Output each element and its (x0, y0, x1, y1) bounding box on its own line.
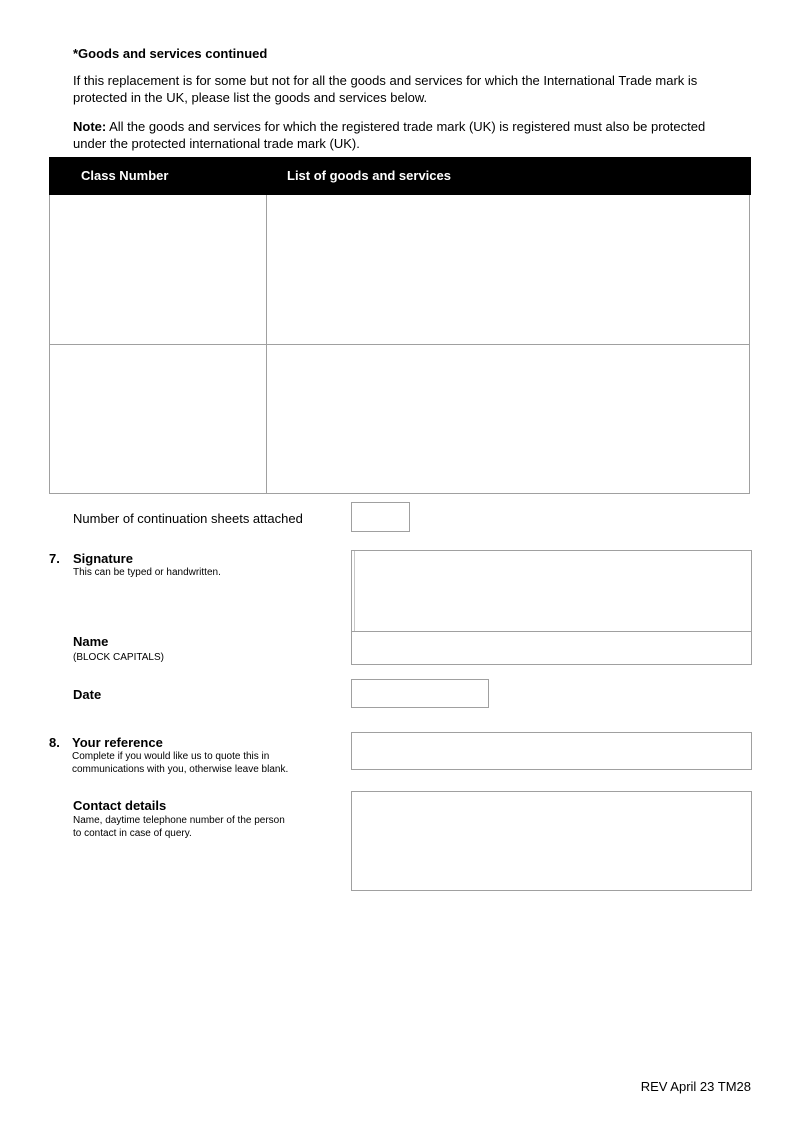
section-8-number: 8. (49, 735, 60, 750)
goods-services-table (49, 157, 750, 494)
reference-hint-line-1: Complete if you would like us to quote this in (72, 751, 270, 762)
section-7-number: 7. (49, 551, 60, 566)
goods-section-heading: *Goods and services continued (73, 46, 268, 61)
date-field[interactable] (351, 679, 489, 708)
note-line-1: All the goods and services for which the registered trade mark (UK) is registered must also be protected (106, 119, 706, 134)
continuation-sheets-field[interactable] (351, 502, 410, 532)
goods-intro-line-2: protected in the UK, please list the goods and services below. (73, 90, 428, 105)
signature-field-inner-border (352, 551, 355, 631)
row-2-goods-cell[interactable] (267, 345, 749, 493)
contact-hint-line-2: to contact in case of query. (73, 828, 192, 839)
name-title: Name (73, 634, 109, 649)
date-title: Date (73, 687, 102, 702)
reference-field[interactable] (351, 732, 752, 770)
row-1-goods-cell[interactable] (267, 195, 749, 344)
row-1-class-number-cell[interactable] (50, 195, 266, 344)
note-label: Note: (73, 119, 107, 134)
name-hint: (BLOCK CAPITALS) (73, 652, 164, 663)
signature-hint: This can be typed or handwritten. (73, 567, 221, 578)
signature-title: Signature (73, 551, 133, 566)
footer-revision: REV April 23 TM28 (640, 1079, 751, 1094)
reference-title: Your reference (72, 735, 163, 750)
contact-details-field[interactable] (351, 791, 752, 891)
continuation-sheets-label: Number of continuation sheets attached (73, 511, 303, 526)
column-header-class-number: Class Number (81, 168, 169, 183)
name-field[interactable] (351, 631, 752, 665)
goods-intro-line-1: If this replacement is for some but not for all the goods and services for which the International Trade mark is (73, 73, 698, 88)
goods-note-text (73, 118, 753, 152)
contact-details-hint (73, 814, 285, 840)
signature-field[interactable] (351, 550, 752, 632)
goods-intro-text (73, 72, 753, 106)
contact-hint-line-1: Name, daytime telephone number of the person (73, 815, 285, 826)
reference-hint-line-2: communications with you, otherwise leave blank. (72, 764, 289, 775)
row-2-class-number-cell[interactable] (50, 345, 266, 493)
column-header-goods-services: List of goods and services (287, 168, 451, 183)
note-line-2: under the protected international trade mark (UK). (73, 136, 360, 151)
reference-hint (72, 750, 288, 776)
table-header (49, 157, 751, 195)
contact-details-title: Contact details (73, 798, 167, 813)
